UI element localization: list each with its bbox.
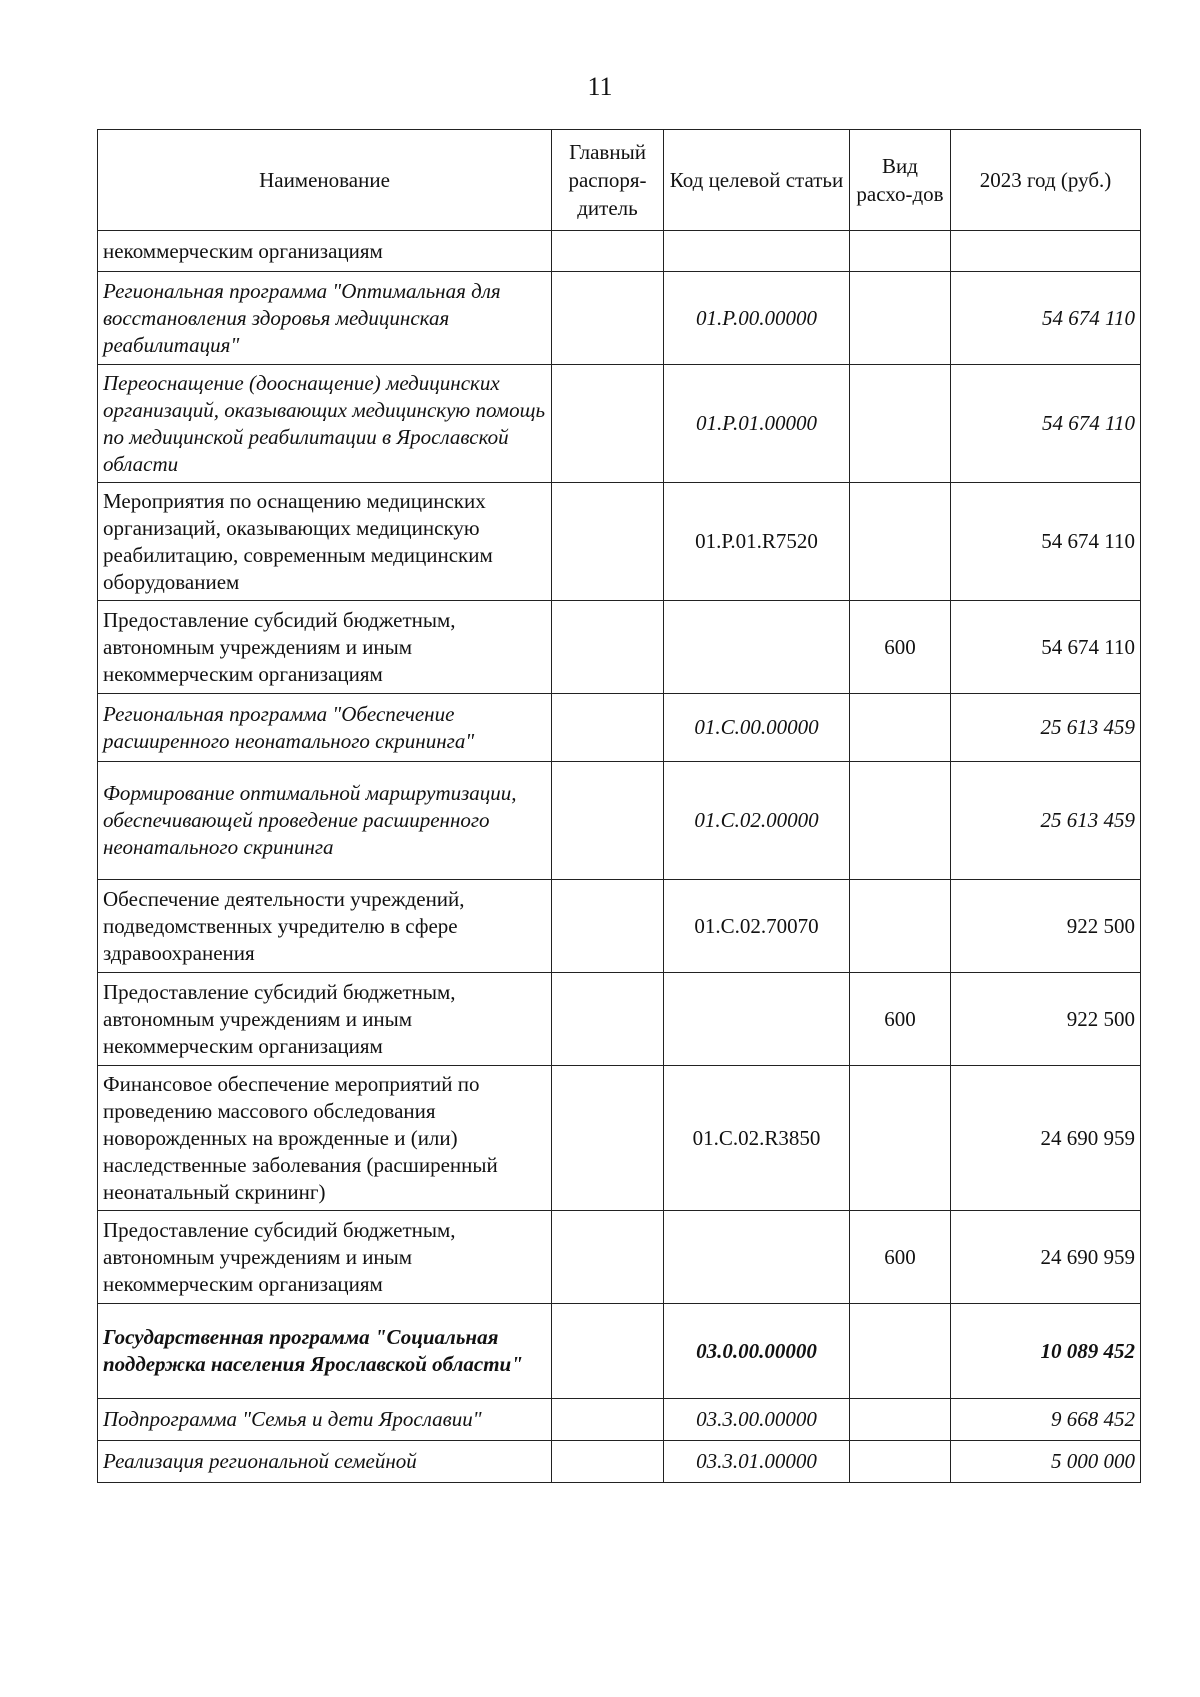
cell-code: 01.Р.01.00000 [664,365,850,483]
budget-table [97,129,1141,1483]
cell-kind [850,762,951,880]
header-admin: Главный распоря-дитель [552,130,664,231]
table-row [98,880,1141,973]
cell-kind: 600 [850,973,951,1066]
table-row [98,231,1141,272]
cell-kind [850,483,951,601]
cell-name: Формирование оптимальной маршрутизации, обеспечивающей проведение расширенного неонатального скрининга [98,762,552,880]
cell-kind [850,880,951,973]
cell-kind [850,1441,951,1483]
cell-admin [552,601,664,694]
cell-kind: 600 [850,1211,951,1304]
cell-admin [552,365,664,483]
page-number: 11 [587,72,613,101]
cell-amount: 922 500 [951,973,1141,1066]
cell-amount: 922 500 [951,880,1141,973]
cell-amount [951,231,1141,272]
cell-name: Обеспечение деятельности учреждений, подведомственных учредителю в сфере здравоохранения [98,880,552,973]
cell-code: 03.3.01.00000 [664,1441,850,1483]
cell-name: Переоснащение (дооснащение) медицинских организаций, оказывающих медицинскую помощь по медицинской реабилитации в Ярославской области [98,365,552,483]
header-name: Наименование [98,130,552,231]
cell-admin [552,762,664,880]
cell-name: Предоставление субсидий бюджетным, автономным учреждениям и иным некоммерческим организациям [98,601,552,694]
table-row [98,694,1141,762]
cell-amount: 25 613 459 [951,694,1141,762]
table-row [98,483,1141,601]
cell-admin [552,272,664,365]
cell-name: Финансовое обеспечение мероприятий по проведению массового обследования новорожденных на врожденные и (или) наследственные заболевания (расширенный неонатальный скрининг) [98,1066,552,1211]
cell-admin [552,694,664,762]
cell-code [664,1211,850,1304]
cell-kind [850,231,951,272]
cell-admin [552,483,664,601]
cell-admin [552,1441,664,1483]
table-row [98,1441,1141,1483]
cell-amount: 25 613 459 [951,762,1141,880]
cell-admin [552,1399,664,1441]
cell-admin [552,973,664,1066]
cell-name: Государственная программа "Социальная поддержка населения Ярославской области" [98,1304,552,1399]
cell-name: Реализация региональной семейной [98,1441,552,1483]
cell-code: 01.С.00.00000 [664,694,850,762]
table-row [98,1066,1141,1211]
cell-admin [552,1066,664,1211]
table-row [98,1399,1141,1441]
cell-name: Региональная программа "Оптимальная для восстановления здоровья медицинская реабилитация" [98,272,552,365]
table-row [98,272,1141,365]
cell-code [664,231,850,272]
header-kind: Вид расхо-дов [850,130,951,231]
table-header-row [98,130,1141,231]
cell-code: 01.Р.00.00000 [664,272,850,365]
cell-admin [552,231,664,272]
cell-name: Предоставление субсидий бюджетным, автономным учреждениям и иным некоммерческим организациям [98,1211,552,1304]
cell-amount: 54 674 110 [951,272,1141,365]
cell-name: некоммерческим организациям [98,231,552,272]
table-row [98,1211,1141,1304]
cell-amount: 5 000 000 [951,1441,1141,1483]
table-row [98,601,1141,694]
cell-kind: 600 [850,601,951,694]
cell-kind [850,1399,951,1441]
cell-code [664,601,850,694]
cell-amount: 10 089 452 [951,1304,1141,1399]
cell-code: 03.3.00.00000 [664,1399,850,1441]
cell-amount: 54 674 110 [951,483,1141,601]
cell-kind [850,365,951,483]
table-body [98,231,1141,1483]
cell-amount: 54 674 110 [951,601,1141,694]
cell-amount: 24 690 959 [951,1066,1141,1211]
cell-code: 01.Р.01.R7520 [664,483,850,601]
header-code: Код целевой статьи [664,130,850,231]
header-amount: 2023 год (руб.) [951,130,1141,231]
cell-code: 01.С.02.70070 [664,880,850,973]
cell-code: 01.С.02.00000 [664,762,850,880]
table-row [98,1304,1141,1399]
cell-name: Мероприятия по оснащению медицинских организаций, оказывающих медицинскую реабилитацию, современным медицинским оборудованием [98,483,552,601]
cell-kind [850,694,951,762]
cell-amount: 54 674 110 [951,365,1141,483]
cell-kind [850,1304,951,1399]
cell-amount: 9 668 452 [951,1399,1141,1441]
cell-kind [850,1066,951,1211]
cell-admin [552,880,664,973]
cell-admin [552,1304,664,1399]
table-row [98,973,1141,1066]
cell-name: Подпрограмма "Семья и дети Ярославии" [98,1399,552,1441]
cell-code: 01.С.02.R3850 [664,1066,850,1211]
cell-kind [850,272,951,365]
cell-amount: 24 690 959 [951,1211,1141,1304]
table-row [98,365,1141,483]
cell-code: 03.0.00.00000 [664,1304,850,1399]
table-row [98,762,1141,880]
cell-code [664,973,850,1066]
cell-admin [552,1211,664,1304]
cell-name: Предоставление субсидий бюджетным, автономным учреждениям и иным некоммерческим организациям [98,973,552,1066]
cell-name: Региональная программа "Обеспечение расширенного неонатального скрининга" [98,694,552,762]
